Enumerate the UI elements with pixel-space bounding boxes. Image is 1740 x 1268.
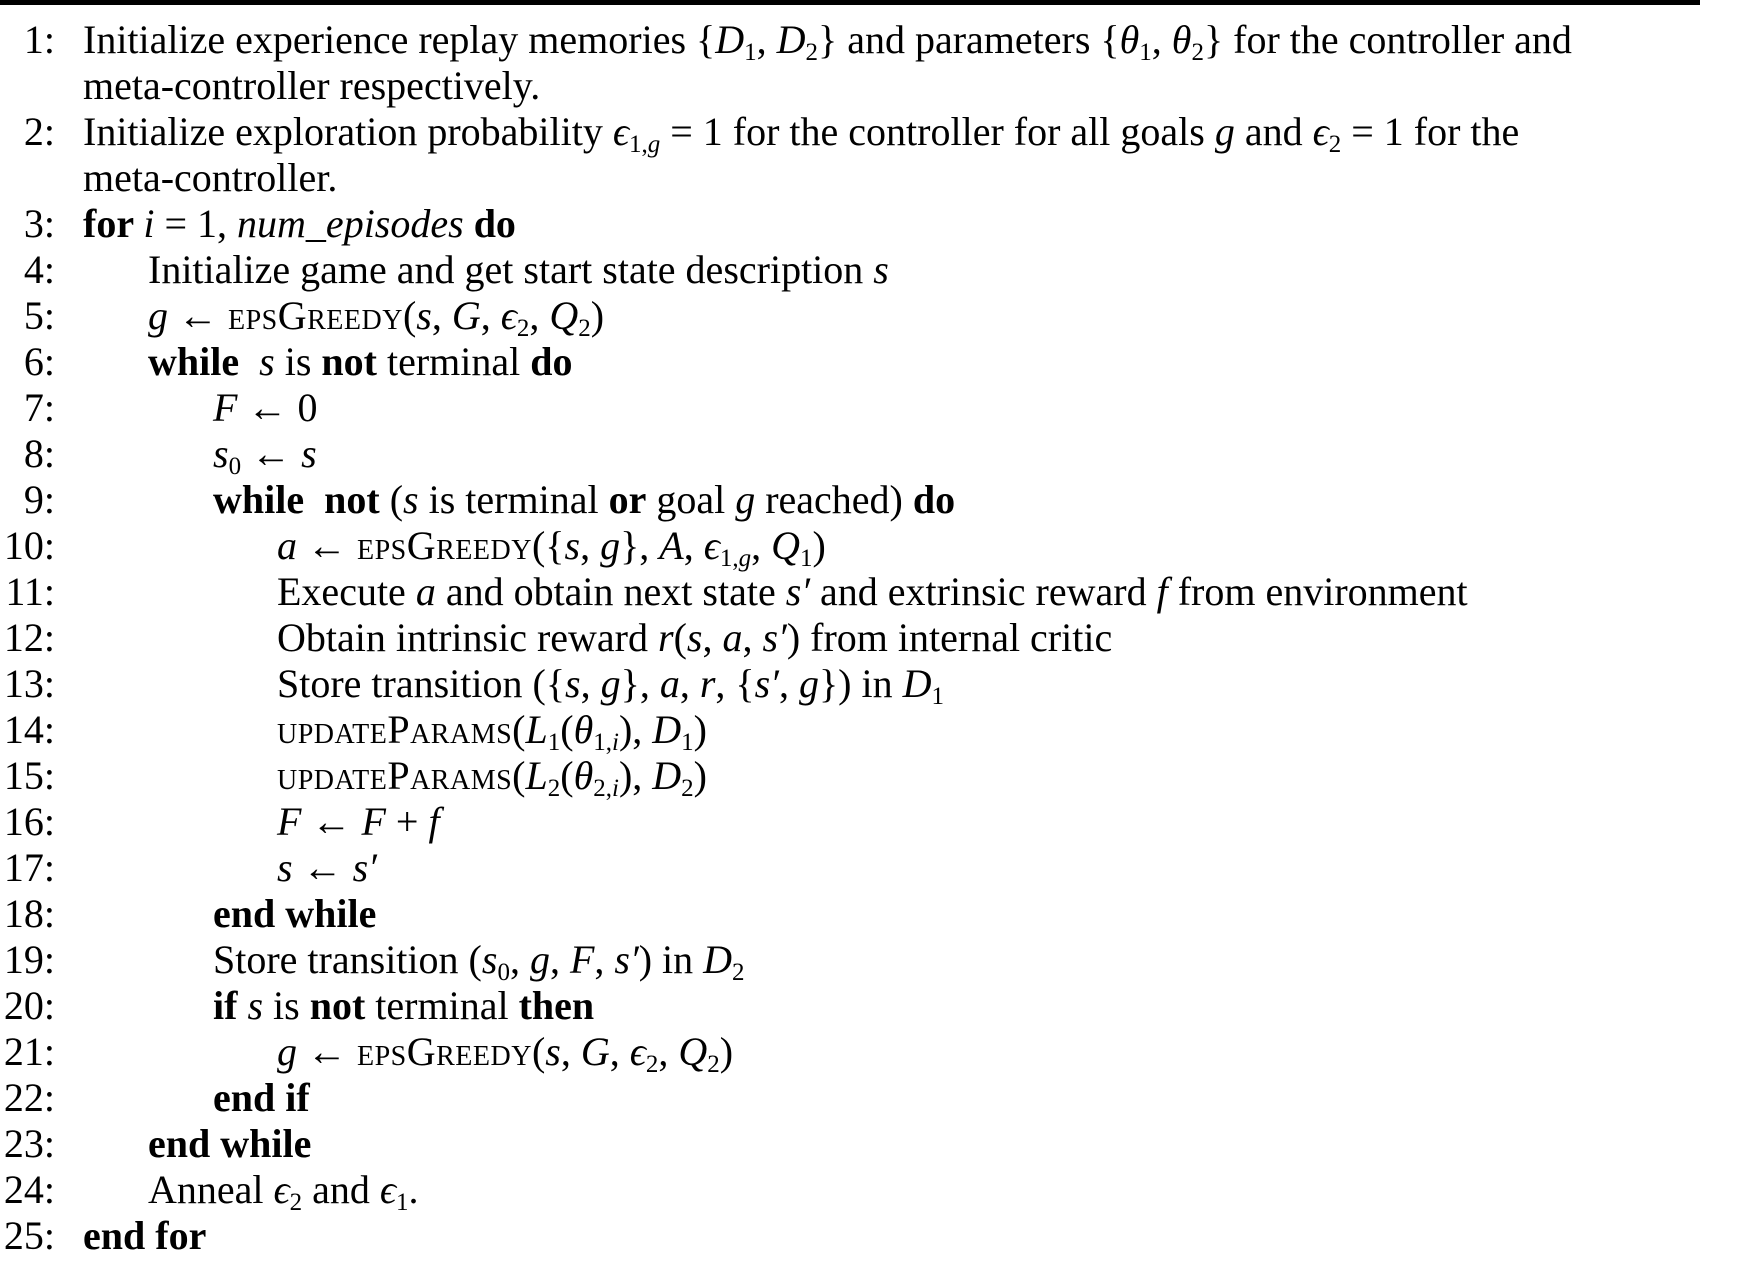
line-content [83, 62, 540, 109]
text: , [560, 1029, 581, 1074]
math-variable: Q [771, 523, 800, 568]
text: = 1 for the controller for all goals [660, 109, 1215, 154]
line-number: 9: [23, 477, 55, 522]
script-symbol: A [659, 523, 684, 568]
text: ← [168, 293, 228, 338]
text: , [609, 1029, 630, 1074]
line-content [213, 476, 955, 523]
subscript: 2 [516, 315, 530, 342]
math-variable: ϵ [273, 1167, 290, 1212]
math-variable: a [722, 615, 743, 660]
script-symbol: D [715, 17, 745, 62]
text: ) from internal critic [786, 615, 1113, 660]
text: Store transition ({ [277, 661, 566, 706]
line-content [277, 1028, 733, 1079]
keyword: do [912, 477, 956, 522]
algorithm-listing [0, 16, 1740, 1258]
math-variable: θ [573, 753, 594, 798]
line-number: 11: [5, 569, 55, 614]
subscript: 2 [681, 775, 694, 802]
text: ← [297, 1029, 357, 1074]
algorithm-line [0, 430, 1740, 480]
subscript-variable: g [647, 131, 661, 158]
line-content [277, 660, 944, 711]
text: , [480, 293, 501, 338]
subscript: 1 [681, 729, 694, 756]
subscript: 2, [593, 775, 612, 802]
math-variable: ϵ [629, 1029, 646, 1074]
keyword: not [309, 983, 366, 1028]
math-variable: s [247, 983, 264, 1028]
math-variable: F [569, 937, 595, 982]
math-variable: r [658, 615, 674, 660]
keyword: end while [148, 1121, 312, 1166]
math-variable: ϵ [379, 1167, 397, 1212]
line-number: 7: [23, 385, 55, 430]
text: ( [673, 615, 687, 660]
math-variable: f [1156, 569, 1168, 614]
math-variable: s [545, 1029, 561, 1074]
algorithm-line [0, 1212, 1740, 1258]
math-variable: s [213, 431, 229, 476]
math-variable: θ [1171, 17, 1192, 62]
keyword: while not [213, 477, 380, 522]
script-symbol: L [525, 707, 548, 752]
math-variable: s′ [785, 569, 811, 614]
line-content [148, 1120, 311, 1167]
subscript: 2 [578, 315, 591, 342]
text: reached) [755, 477, 913, 522]
text: ) [719, 1029, 734, 1074]
line-content [83, 108, 1519, 159]
keyword: or [608, 477, 647, 522]
line-number: 17: [3, 845, 55, 890]
subscript: 1 [744, 39, 757, 66]
text: , [549, 937, 570, 982]
line-number: 15: [3, 753, 55, 798]
subscript: 1, [719, 545, 739, 572]
line-number: 2: [23, 109, 55, 154]
algorithm-line [0, 890, 1740, 936]
text: , [679, 661, 700, 706]
math-variable: Q [549, 293, 579, 338]
math-variable: i [143, 201, 155, 246]
algorithm-line [0, 936, 1740, 986]
text: , [431, 293, 452, 338]
text: goal [646, 477, 736, 522]
keyword: end while [213, 891, 377, 936]
text: Initialize exploration probability [83, 109, 613, 154]
text: , [529, 293, 550, 338]
line-number: 16: [3, 799, 55, 844]
line-content [83, 200, 516, 247]
line-content [83, 16, 1572, 67]
text: terminal [376, 339, 531, 384]
line-content [277, 614, 1112, 661]
keyword: do [530, 339, 573, 384]
line-number: 23: [3, 1121, 55, 1166]
subscript-variable: i [611, 729, 619, 756]
text: , [580, 523, 601, 568]
text: Obtain intrinsic reward [277, 615, 658, 660]
text: Initialize experience replay memories { [83, 17, 716, 62]
algorithm-line [0, 752, 1740, 802]
subscript-variable: g [738, 545, 752, 572]
math-variable: s [873, 247, 889, 292]
subscript: 0 [497, 959, 510, 986]
subscript: 2 [1191, 39, 1204, 66]
text: , [580, 661, 601, 706]
line-number: 20: [3, 983, 55, 1028]
text: }) in [818, 661, 903, 706]
keyword: end for [83, 1213, 207, 1258]
math-variable: θ [1119, 17, 1140, 62]
script-symbol: D [902, 661, 932, 706]
math-variable: Q [678, 1029, 708, 1074]
text: }, [620, 523, 660, 568]
math-variable: ϵ [703, 523, 720, 568]
text: ← [297, 523, 357, 568]
text: ) [693, 707, 707, 752]
algorithm-line [0, 706, 1740, 756]
algorithm-line [0, 292, 1740, 342]
text: , [756, 17, 777, 62]
text: ( [402, 293, 417, 338]
text: meta-controller. [83, 155, 338, 200]
line-content [277, 568, 1468, 615]
text: ( [512, 707, 526, 752]
line-number: 14: [3, 707, 55, 752]
math-variable: s [277, 845, 293, 890]
text: , [778, 661, 799, 706]
function-name: epsGreedy [228, 293, 403, 338]
math-variable: s [301, 431, 317, 476]
algorithm-line [0, 1028, 1740, 1078]
math-variable: F [213, 385, 238, 430]
text: } and parameters { [818, 17, 1120, 62]
algorithm-line [0, 338, 1740, 384]
math-variable: s′ [762, 615, 787, 660]
script-symbol: D [652, 753, 682, 798]
line-content [277, 752, 707, 803]
text: ← [301, 799, 362, 844]
math-variable: g [277, 1029, 297, 1074]
text: , { [715, 661, 755, 706]
math-variable: s′ [352, 845, 377, 890]
line-number: 25: [3, 1213, 55, 1258]
math-variable: g [600, 523, 621, 568]
function-name: updateParams [277, 707, 513, 752]
text: Anneal [148, 1167, 274, 1212]
text: = 1, [154, 201, 238, 246]
function-name: epsGreedy [357, 523, 532, 568]
keyword: for [83, 201, 144, 246]
line-content [148, 1166, 419, 1217]
math-variable: s [686, 615, 703, 660]
text: , [509, 937, 530, 982]
math-variable: g [735, 477, 756, 522]
algorithm-line [0, 476, 1740, 522]
text: , [742, 615, 763, 660]
math-variable: s [416, 293, 432, 338]
math-variable: s [565, 661, 581, 706]
script-symbol: L [525, 753, 548, 798]
subscript: 2 [805, 39, 819, 66]
line-number: 8: [23, 431, 55, 476]
subscript: 1, [593, 729, 612, 756]
keyword: then [518, 983, 595, 1028]
math-variable: s [259, 339, 275, 384]
text: and obtain next state [435, 569, 786, 614]
text: ← [241, 431, 302, 476]
script-symbol: D [652, 707, 682, 752]
keyword: not [321, 339, 377, 384]
line-content [277, 798, 440, 845]
text: is terminal [418, 477, 609, 522]
line-content [213, 1074, 310, 1121]
line-content [148, 338, 573, 385]
script-symbol: D [703, 937, 733, 982]
keyword: end if [213, 1075, 310, 1120]
text: and [1234, 109, 1313, 154]
algorithm-line [0, 660, 1740, 710]
math-variable: g [798, 661, 819, 706]
text [464, 201, 474, 246]
algorithm-line [0, 982, 1740, 1028]
line-number: 6: [23, 339, 55, 384]
keyword: while [148, 339, 240, 384]
text: from environment [1167, 569, 1468, 614]
subscript: 1 [396, 1189, 409, 1216]
subscript: 1 [547, 729, 561, 756]
text: = 1 for the [1341, 109, 1520, 154]
line-content [277, 844, 377, 891]
text: ) [590, 293, 605, 338]
text: + [385, 799, 429, 844]
line-content [83, 154, 337, 201]
math-variable: g [600, 661, 621, 706]
text: ← 0 [237, 385, 318, 430]
line-number: 4: [23, 247, 55, 292]
text: meta-controller respectively. [83, 63, 541, 108]
text: terminal [365, 983, 519, 1028]
algorithm-line [0, 200, 1740, 246]
line-content [148, 246, 889, 293]
subscript: 1 [931, 683, 944, 710]
line-number: 21: [3, 1029, 55, 1074]
subscript: 2 [547, 775, 561, 802]
algorithm-line [0, 108, 1740, 158]
text: , [702, 615, 723, 660]
line-number: 12: [3, 615, 55, 660]
algorithm-line [0, 798, 1740, 844]
text: , [594, 937, 615, 982]
algorithm-line [0, 844, 1740, 890]
algorithm-line-continuation [0, 154, 1740, 200]
algorithm-line [0, 384, 1740, 430]
subscript: 2 [707, 1051, 720, 1078]
subscript: 1 [799, 545, 813, 572]
line-number: 24: [3, 1167, 55, 1212]
line-content [213, 384, 317, 431]
math-variable: a [659, 661, 680, 706]
line-content [277, 706, 707, 757]
line-content [213, 890, 376, 937]
math-variable: r [699, 661, 716, 706]
line-number: 19: [3, 937, 55, 982]
algorithm-line [0, 246, 1740, 292]
keyword: do [473, 201, 516, 246]
text: } for the controller and [1203, 17, 1572, 62]
math-variable: g [148, 293, 168, 338]
text [237, 983, 247, 1028]
subscript: 2 [645, 1051, 659, 1078]
text: ( [560, 753, 574, 798]
math-variable: s′ [754, 661, 779, 706]
text: ← [292, 845, 353, 890]
algorithm-line [0, 1166, 1740, 1216]
text: and [302, 1167, 380, 1212]
text: ( [560, 707, 574, 752]
text: , [751, 523, 772, 568]
function-name: epsGreedy [357, 1029, 532, 1074]
line-content [213, 982, 594, 1029]
text: Initialize game and get start state description [148, 247, 874, 292]
math-variable: F [361, 799, 386, 844]
script-symbol: G [580, 1029, 610, 1074]
math-variable: s [481, 937, 498, 982]
line-content [213, 936, 745, 987]
subscript: 1, [628, 131, 648, 158]
algorithm-line [0, 522, 1740, 572]
line-number: 1: [23, 17, 55, 62]
subscript: 2 [289, 1189, 303, 1216]
text: is [263, 983, 310, 1028]
line-number: 18: [3, 891, 55, 936]
text: , [1151, 17, 1172, 62]
text [239, 339, 259, 384]
algorithm-line [0, 1120, 1740, 1166]
line-content [148, 292, 604, 343]
text: is [274, 339, 322, 384]
math-variable: a [415, 569, 436, 614]
math-variable: ϵ [500, 293, 517, 338]
subscript: 1 [1139, 39, 1152, 66]
text: Execute [277, 569, 416, 614]
text: ), [618, 707, 653, 752]
line-content [83, 1212, 206, 1259]
line-content [213, 430, 317, 481]
text: ) in [638, 937, 704, 982]
subscript: 2 [1328, 131, 1342, 158]
math-variable: ϵ [1312, 109, 1329, 154]
math-variable: F [277, 799, 302, 844]
text: ) [693, 753, 707, 798]
text: ( [531, 1029, 546, 1074]
keyword: if [213, 983, 238, 1028]
algorithm-line-continuation [0, 62, 1740, 108]
line-number: 10: [3, 523, 55, 568]
math-variable: a [277, 523, 297, 568]
line-number: 13: [3, 661, 55, 706]
text: , [658, 1029, 679, 1074]
text: and extrinsic reward [810, 569, 1157, 614]
text: . [408, 1167, 419, 1212]
algorithm-line [0, 568, 1740, 614]
text: Store transition ( [213, 937, 482, 982]
algorithm-top-rule [0, 0, 1700, 5]
math-variable: s [564, 523, 581, 568]
text: }, [620, 661, 660, 706]
math-variable: ϵ [612, 109, 629, 154]
line-number: 3: [23, 201, 55, 246]
text: ), [618, 753, 653, 798]
line-number: 5: [23, 293, 55, 338]
line-number: 22: [3, 1075, 55, 1120]
subscript: 0 [228, 453, 242, 480]
script-symbol: D [776, 17, 806, 62]
subscript-variable: i [611, 775, 619, 802]
math-variable: g [1214, 109, 1235, 154]
math-variable: f [428, 799, 440, 844]
math-variable: θ [573, 707, 594, 752]
algorithm-line [0, 1074, 1740, 1120]
text: ( [379, 477, 404, 522]
line-content [277, 522, 826, 573]
script-symbol: G [451, 293, 481, 338]
function-name: updateParams [277, 753, 513, 798]
subscript: 2 [732, 959, 745, 986]
math-variable: num_episodes [237, 201, 464, 246]
math-variable: g [529, 937, 550, 982]
math-variable: s′ [614, 937, 639, 982]
algorithm-line [0, 614, 1740, 660]
algorithm-line [0, 16, 1740, 66]
text: ) [812, 523, 826, 568]
math-variable: s [403, 477, 419, 522]
text: ( [512, 753, 526, 798]
text: ({ [531, 523, 565, 568]
text: , [683, 523, 704, 568]
